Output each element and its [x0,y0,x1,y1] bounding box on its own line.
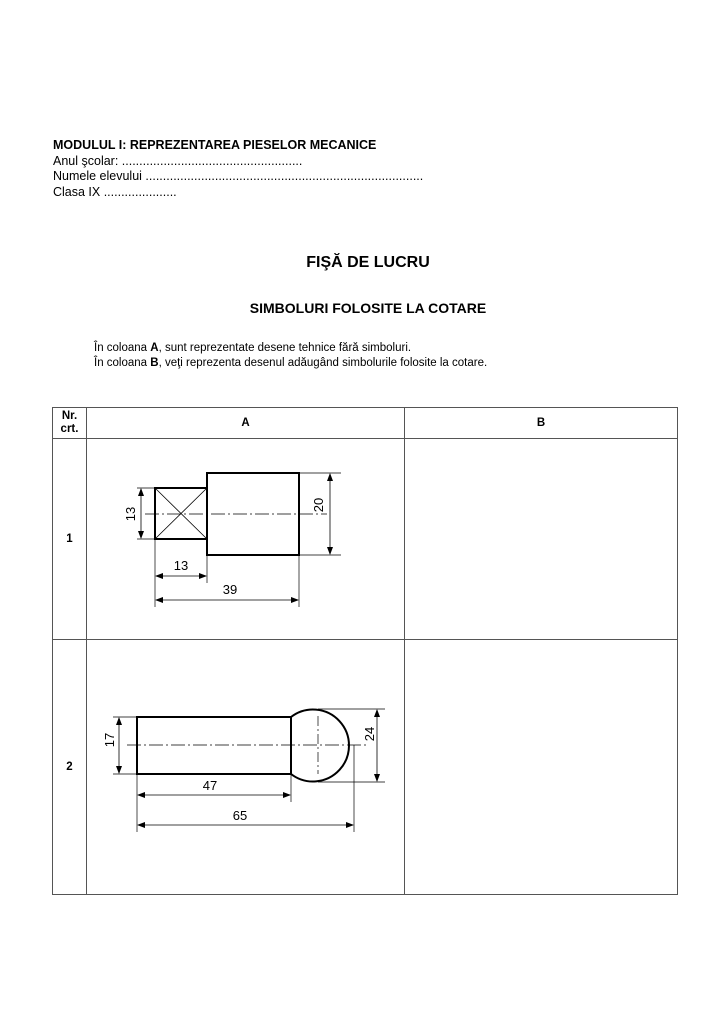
page-title: FIŞĂ DE LUCRU [306,254,430,271]
class-line: Clasa IX ..................... [53,184,177,199]
dim-short-length: 47 [202,778,218,793]
worksheet-header [53,138,423,200]
module-title: MODULUL I: REPREZENTAREA PIESELOR MECANICE [53,138,377,152]
dim-right-height: 20 [311,497,326,513]
table-header-row [53,408,678,439]
column-letter: A [150,342,159,354]
worksheet-table [52,407,678,895]
table-row [53,640,678,895]
row-number: 1 [53,439,87,640]
column-letter: B [150,357,159,369]
dim-left-height: 17 [102,732,117,748]
table-row [53,439,678,640]
instruction-text: În coloana [94,357,151,369]
answer-cell-b[interactable] [405,640,678,895]
school-year-line: Anul şcolar: .................................................... [53,153,303,168]
dim-short-length: 13 [173,558,189,573]
drawing-cell-a [87,640,405,895]
page-subtitle: SIMBOLURI FOLOSITE LA COTARE [249,300,487,316]
dim-right-height: 24 [362,726,377,742]
dim-left-height: 13 [123,506,138,522]
header-column-a: A [87,408,405,439]
dim-total-length: 65 [232,808,248,823]
cylinder-body [137,717,291,774]
dim-total-length: 39 [222,582,238,597]
instruction-text: În coloana [94,342,151,354]
drawing-cell-a [87,439,405,640]
instruction-text: , sunt reprezentate desene tehnice fără simboluri. [158,342,412,354]
header-nr: Nr. crt. [53,408,87,439]
spherical-head [291,710,349,782]
instruction-line-2 [94,356,487,371]
technical-drawing-1 [87,439,404,639]
instruction-line-1 [94,341,487,356]
student-name-line: Numele elevului ................................................................................ [53,169,424,183]
instructions [94,341,487,371]
instruction-text: , veţi reprezenta desenul adăugând simbolurile folosite la cotare. [158,357,488,369]
row-number: 2 [53,640,87,895]
technical-drawing-2 [87,640,404,894]
header-column-b: B [405,408,678,439]
answer-cell-b[interactable] [405,439,678,640]
